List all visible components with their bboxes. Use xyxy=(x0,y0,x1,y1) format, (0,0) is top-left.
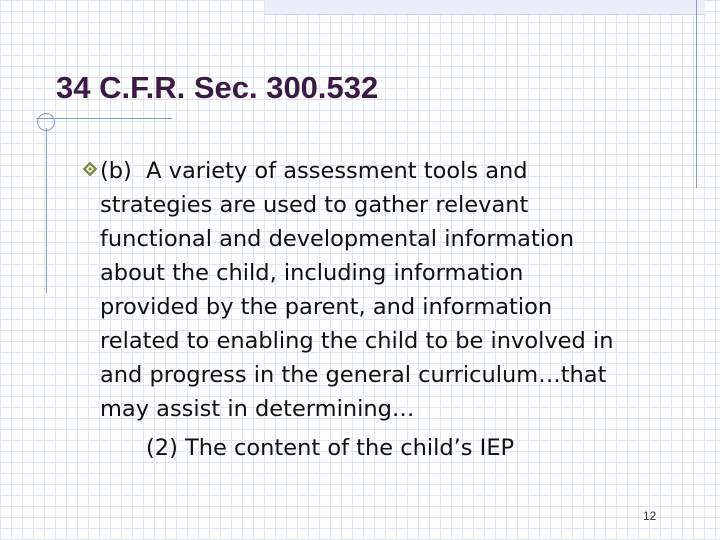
decorative-vertical-line-left xyxy=(46,128,47,293)
diamond-bullet-icon xyxy=(82,161,98,177)
title-underline xyxy=(36,118,172,119)
page-number: 12 xyxy=(643,509,657,523)
decorative-vertical-line-right xyxy=(696,0,697,188)
sub-item-text: (2) The content of the child’s IEP xyxy=(146,435,515,461)
decorative-circle-icon xyxy=(37,113,55,131)
top-decorative-bar xyxy=(265,0,705,15)
bullet-text: (b) A variety of assessment tools and strategies are used to gather relevant functional and developmental information about the child, including information provided by the parent, and information related to enabling the child to be involved in and progress in the general curriculum…that may assist in determining… xyxy=(100,158,614,422)
slide-title: 34 C.F.R. Sec. 300.532 xyxy=(56,70,379,105)
